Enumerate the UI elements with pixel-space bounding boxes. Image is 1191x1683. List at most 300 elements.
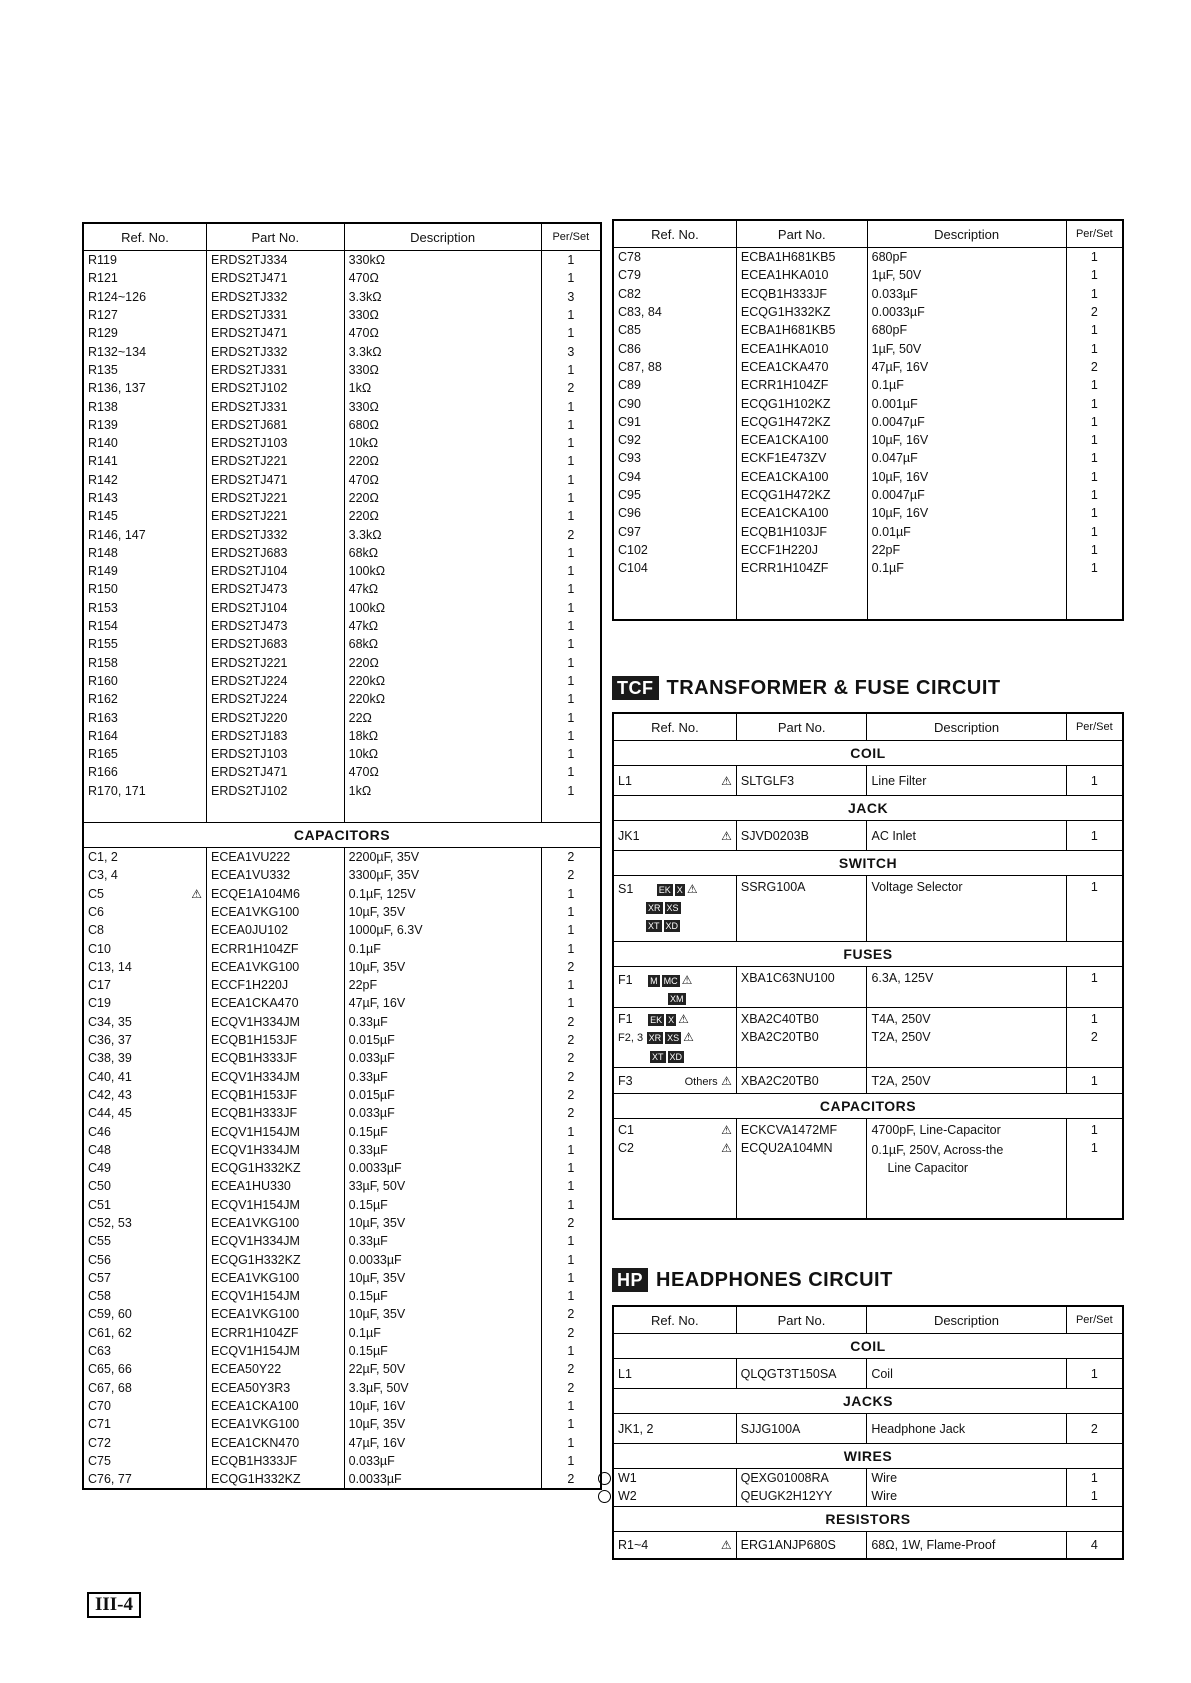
part: ECRR1H104ZF xyxy=(736,559,867,577)
table-row xyxy=(83,690,601,708)
ref: C94 xyxy=(613,468,736,486)
per: 2 xyxy=(1066,1414,1123,1444)
per: 1 xyxy=(541,1122,601,1140)
table-row xyxy=(83,1433,601,1451)
table-row xyxy=(83,847,601,866)
ref: C71 xyxy=(88,1417,111,1432)
ref: R145 xyxy=(83,507,206,525)
right-capacitor-table xyxy=(612,219,1124,621)
ref: F3 xyxy=(618,1073,633,1088)
table-row xyxy=(83,580,601,598)
hp-section-title xyxy=(612,1268,893,1292)
table-row xyxy=(83,672,601,690)
ref: R141 xyxy=(83,452,206,470)
desc: T2A, 250V xyxy=(867,1068,1066,1094)
part: ERDS2TJ683 xyxy=(206,635,344,653)
table-row xyxy=(83,763,601,781)
badge: MC xyxy=(663,976,678,986)
part: ECQG1H102KZ xyxy=(736,394,867,412)
desc: 0.047µF xyxy=(867,449,1066,467)
per: 1 xyxy=(541,452,601,470)
desc: 68Ω, 1W, Flame-Proof xyxy=(867,1531,1066,1559)
table-row xyxy=(83,994,601,1012)
per: 1 xyxy=(541,397,601,415)
ref: C70 xyxy=(88,1398,111,1413)
table-row xyxy=(83,782,601,800)
table-row xyxy=(613,1359,1123,1389)
table-row xyxy=(83,708,601,726)
ref: R149 xyxy=(83,562,206,580)
ref: L1 xyxy=(618,773,632,788)
desc: 6.3A, 125V xyxy=(867,967,1066,1008)
ref: S1 xyxy=(618,882,634,896)
per: 1 xyxy=(541,306,601,324)
desc: 470Ω xyxy=(344,269,541,287)
part: ECEA0JU102 xyxy=(206,921,344,939)
part: ECQV1H154JM xyxy=(206,1342,344,1360)
ref: C95 xyxy=(613,486,736,504)
desc: 22pF xyxy=(344,976,541,994)
per: 1 xyxy=(541,1433,601,1451)
per: 1 xyxy=(541,727,601,745)
desc: 10µF, 16V xyxy=(867,431,1066,449)
table-row xyxy=(613,303,1123,321)
part: ECCF1H220J xyxy=(736,541,867,559)
desc: 10µF, 35V xyxy=(344,1269,541,1287)
per: 1 xyxy=(1066,1119,1123,1142)
badge: XD xyxy=(669,1052,683,1062)
table-row xyxy=(83,1141,601,1159)
desc: 1kΩ xyxy=(344,782,541,800)
desc: 220Ω xyxy=(344,654,541,672)
ref: R162 xyxy=(83,690,206,708)
part: ECQG1H332KZ xyxy=(736,303,867,321)
per: 1 xyxy=(541,1159,601,1177)
ref: R155 xyxy=(83,635,206,653)
per: 1 xyxy=(541,416,601,434)
part: ECQG1H332KZ xyxy=(206,1159,344,1177)
part: QEXG01008RA xyxy=(736,1469,867,1488)
ref: C87, 88 xyxy=(613,358,736,376)
per: 1 xyxy=(1066,266,1123,284)
desc: 680pF xyxy=(867,321,1066,339)
ref: C48 xyxy=(88,1142,111,1157)
part: XBA2C40TB0 xyxy=(740,1012,819,1026)
per: 1 xyxy=(1066,522,1123,540)
resistors-section-header: RESISTORS xyxy=(613,1506,1123,1531)
per: 1 xyxy=(541,489,601,507)
ref: C104 xyxy=(613,559,736,577)
ref: C57 xyxy=(88,1270,111,1285)
ref: L1 xyxy=(613,1359,736,1389)
ref: C85 xyxy=(613,321,736,339)
table-row xyxy=(83,452,601,470)
per: 1 xyxy=(541,690,601,708)
desc: 3.3kΩ xyxy=(344,525,541,543)
capacitor-rows xyxy=(613,248,1123,621)
part: ECEA1VU222 xyxy=(206,847,344,866)
col-desc: Description xyxy=(344,223,541,251)
ref: C89 xyxy=(613,376,736,394)
part: ERDS2TJ683 xyxy=(206,544,344,562)
part: ECEA1CKA100 xyxy=(736,431,867,449)
table-row xyxy=(83,1031,601,1049)
col-per: Per/Set xyxy=(1066,1306,1123,1334)
per: 2 xyxy=(541,847,601,866)
part: ERG1ANJP680S xyxy=(736,1531,867,1559)
table-row xyxy=(83,288,601,306)
desc: 0.1µF xyxy=(867,376,1066,394)
part: ECQV1H154JM xyxy=(206,1196,344,1214)
table-row xyxy=(83,1177,601,1195)
table-row xyxy=(83,1379,601,1397)
ref: C36, 37 xyxy=(88,1033,132,1048)
ref: F2, 3 xyxy=(618,1032,644,1044)
table-row xyxy=(83,1159,601,1177)
ref: C61, 62 xyxy=(88,1325,132,1340)
col-per: Per/Set xyxy=(1066,713,1123,741)
badge: XM xyxy=(670,994,684,1004)
per: 1 xyxy=(1066,541,1123,559)
desc: Line Capacitor xyxy=(887,1161,969,1176)
desc: 0.15µF xyxy=(344,1342,541,1360)
table-row xyxy=(83,1342,601,1360)
ref: C93 xyxy=(613,449,736,467)
part: ECEA1VKG100 xyxy=(206,903,344,921)
per: 1 xyxy=(541,976,601,994)
desc: 330Ω xyxy=(344,397,541,415)
per: 1 xyxy=(1066,248,1123,267)
per: 2 xyxy=(541,1214,601,1232)
per: 1 xyxy=(1066,766,1123,796)
table-row xyxy=(83,1013,601,1031)
desc: 0.033µF xyxy=(344,1104,541,1122)
part: ECQB1H153JF xyxy=(206,1031,344,1049)
per: 2 xyxy=(541,1470,601,1489)
col-desc: Description xyxy=(867,220,1066,248)
table-row xyxy=(83,1324,601,1342)
per: 1 xyxy=(541,1342,601,1360)
ref: C92 xyxy=(613,431,736,449)
hp-table xyxy=(612,1305,1124,1560)
table-row xyxy=(83,397,601,415)
table-row xyxy=(83,1305,601,1323)
badge: XT xyxy=(652,1052,664,1062)
badge: XR xyxy=(648,1033,662,1043)
ref: R150 xyxy=(83,580,206,598)
part: ECRR1H104ZF xyxy=(736,376,867,394)
table-row xyxy=(83,885,601,903)
desc: 47kΩ xyxy=(344,617,541,635)
jacks-section-header: JACKS xyxy=(613,1389,1123,1414)
table-row xyxy=(83,1250,601,1268)
col-desc: Description xyxy=(867,1306,1066,1334)
coil-section-header: COIL xyxy=(613,741,1123,766)
part: ECEA1VU332 xyxy=(206,866,344,884)
ref: C8 xyxy=(88,923,104,938)
table-row xyxy=(613,967,1123,1008)
per: 1 xyxy=(541,939,601,957)
table-row xyxy=(83,866,601,884)
part: ECEA1CKA470 xyxy=(736,358,867,376)
ref: C49 xyxy=(88,1161,111,1176)
part: ECEA1HKA010 xyxy=(736,266,867,284)
table-row xyxy=(83,1214,601,1232)
part: ERDS2TJ471 xyxy=(206,324,344,342)
part: ECQV1H334JM xyxy=(206,1232,344,1250)
table-row xyxy=(83,1232,601,1250)
ref: C83, 84 xyxy=(613,303,736,321)
table-row xyxy=(613,376,1123,394)
table-row xyxy=(83,1287,601,1305)
part: ECQB1H333JF xyxy=(206,1049,344,1067)
table-row xyxy=(613,1487,1123,1506)
table-row xyxy=(83,727,601,745)
ref: C58 xyxy=(88,1289,111,1304)
table-row xyxy=(613,541,1123,559)
per: 1 xyxy=(1066,821,1123,851)
part: ECQU2A104MN xyxy=(736,1141,867,1219)
desc: T4A, 250V xyxy=(871,1012,931,1026)
ref: C13, 14 xyxy=(88,959,132,974)
table-row xyxy=(83,958,601,976)
table-row xyxy=(613,821,1123,851)
part: ERDS2TJ102 xyxy=(206,782,344,800)
table-row xyxy=(83,1470,601,1489)
circle-mark-icon xyxy=(598,1490,611,1503)
part: SJVD0203B xyxy=(736,821,867,851)
hp-title-text: HEADPHONES CIRCUIT xyxy=(656,1269,893,1291)
ref: C51 xyxy=(88,1197,111,1212)
ref: C82 xyxy=(613,285,736,303)
per: 1 xyxy=(541,562,601,580)
part: ECQB1H103JF xyxy=(736,522,867,540)
ref: R140 xyxy=(83,434,206,452)
per: 2 xyxy=(541,1379,601,1397)
table-row xyxy=(83,544,601,562)
part: ERDS2TJ221 xyxy=(206,507,344,525)
per: 3 xyxy=(541,288,601,306)
note: Others xyxy=(684,1075,718,1088)
part: QEUGK2H12YY xyxy=(736,1487,867,1506)
per: 1 xyxy=(541,708,601,726)
per: 1 xyxy=(541,994,601,1012)
per: 1 xyxy=(1066,559,1123,577)
per: 1 xyxy=(1066,431,1123,449)
table-row xyxy=(83,471,601,489)
spacer-row xyxy=(83,800,601,823)
part: ECQV1H334JM xyxy=(206,1013,344,1031)
col-ref: Ref. No. xyxy=(613,1306,736,1334)
ref: R139 xyxy=(83,416,206,434)
per: 1 xyxy=(541,782,601,800)
desc: Wire xyxy=(867,1469,1066,1488)
desc: Line Filter xyxy=(867,766,1066,796)
per: 2 xyxy=(541,525,601,543)
ref: C42, 43 xyxy=(88,1087,132,1102)
badge: EK xyxy=(658,885,671,895)
table-row xyxy=(83,1049,601,1067)
per: 1 xyxy=(1066,449,1123,467)
capacitors-section-header: CAPACITORS xyxy=(83,822,601,847)
part: ECQG1H472KZ xyxy=(736,413,867,431)
table-row xyxy=(83,1415,601,1433)
desc: 680pF xyxy=(867,248,1066,267)
fuses-section-header: FUSES xyxy=(613,942,1123,967)
part: ECEA1CKA100 xyxy=(206,1397,344,1415)
per: 1 xyxy=(1090,1012,1098,1026)
part: ECKF1E473ZV xyxy=(736,449,867,467)
per: 1 xyxy=(541,1269,601,1287)
per: 1 xyxy=(541,1196,601,1214)
table-row xyxy=(83,1122,601,1140)
ref: C17 xyxy=(88,978,111,993)
table-row xyxy=(613,321,1123,339)
table-row xyxy=(613,1531,1123,1559)
desc: 0.15µF xyxy=(344,1122,541,1140)
per: 2 xyxy=(1066,358,1123,376)
per: 1 xyxy=(541,251,601,270)
per: 1 xyxy=(541,654,601,672)
table-row xyxy=(83,1196,601,1214)
part: ECQG1H332KZ xyxy=(206,1470,344,1489)
per: 2 xyxy=(541,1104,601,1122)
badge: XT xyxy=(648,921,660,931)
desc: AC Inlet xyxy=(867,821,1066,851)
per: 1 xyxy=(541,763,601,781)
part: ECCF1H220J xyxy=(206,976,344,994)
table-row xyxy=(613,248,1123,267)
per: 1 xyxy=(541,361,601,379)
ref: C97 xyxy=(613,522,736,540)
table-row xyxy=(83,507,601,525)
per: 1 xyxy=(541,921,601,939)
ref: C6 xyxy=(88,904,104,919)
per: 1 xyxy=(541,1397,601,1415)
part: ECEA1CKA100 xyxy=(736,504,867,522)
ref: R129 xyxy=(83,324,206,342)
part: ECQV1H334JM xyxy=(206,1141,344,1159)
ref: F1 xyxy=(618,1012,633,1026)
table-header xyxy=(83,223,601,251)
col-part: Part No. xyxy=(736,713,867,741)
per: 1 xyxy=(541,269,601,287)
desc: 47µF, 16V xyxy=(867,358,1066,376)
table-row xyxy=(83,1269,601,1287)
table-row xyxy=(83,306,601,324)
desc: 0.0033µF xyxy=(344,1250,541,1268)
col-per: Per/Set xyxy=(541,223,601,251)
part: ECEA1VKG100 xyxy=(206,1214,344,1232)
tcf-tag: TCF xyxy=(612,676,659,700)
table-row xyxy=(83,617,601,635)
table-row xyxy=(613,522,1123,540)
table-row xyxy=(83,342,601,360)
desc: 3.3µF, 50V xyxy=(344,1379,541,1397)
table-row xyxy=(83,361,601,379)
part: ERDS2TJ332 xyxy=(206,288,344,306)
ref: C75 xyxy=(88,1453,111,1468)
desc: 0.1µF xyxy=(344,1324,541,1342)
desc: 68kΩ xyxy=(344,635,541,653)
desc: 47µF, 16V xyxy=(344,1433,541,1451)
ref: JK1 xyxy=(618,828,640,843)
ref: C52, 53 xyxy=(88,1215,132,1230)
ref: R119 xyxy=(83,251,206,270)
table-row xyxy=(613,431,1123,449)
ref: W1 xyxy=(618,1471,637,1486)
ref: R121 xyxy=(83,269,206,287)
per: 1 xyxy=(1066,1068,1123,1094)
part: ECQV1H334JM xyxy=(206,1067,344,1085)
warning-icon: ⚠ xyxy=(681,973,693,987)
jack-section-header: JACK xyxy=(613,796,1123,821)
ref: R154 xyxy=(83,617,206,635)
desc: 10µF, 35V xyxy=(344,1305,541,1323)
part: ECQB1H333JF xyxy=(206,1452,344,1470)
per: 1 xyxy=(541,885,601,903)
ref: R166 xyxy=(83,763,206,781)
table-row xyxy=(613,468,1123,486)
ref: R138 xyxy=(83,397,206,415)
col-part: Part No. xyxy=(736,220,867,248)
switch-section-header: SWITCH xyxy=(613,851,1123,876)
per: 1 xyxy=(541,1250,601,1268)
table-row xyxy=(613,486,1123,504)
per: 2 xyxy=(541,1049,601,1067)
ref: R132~134 xyxy=(83,342,206,360)
desc: 0.33µF xyxy=(344,1232,541,1250)
part: ERDS2TJ471 xyxy=(206,763,344,781)
col-part: Part No. xyxy=(736,1306,867,1334)
part: ERDS2TJ103 xyxy=(206,434,344,452)
ref: W2 xyxy=(618,1489,637,1504)
table-row xyxy=(83,1086,601,1104)
desc: 0.1µF xyxy=(344,939,541,957)
per: 1 xyxy=(541,507,601,525)
per: 1 xyxy=(541,672,601,690)
desc: 0.033µF xyxy=(867,285,1066,303)
table-row xyxy=(613,1068,1123,1094)
ref: C1, 2 xyxy=(88,850,118,865)
per: 2 xyxy=(541,1013,601,1031)
part: ECEA1VKG100 xyxy=(206,958,344,976)
per: 2 xyxy=(541,1324,601,1342)
ref: R163 xyxy=(83,708,206,726)
per: 1 xyxy=(1066,967,1123,1008)
left-parts-table xyxy=(82,222,602,1490)
table-row xyxy=(613,449,1123,467)
ref: C50 xyxy=(88,1179,111,1194)
tcf-table xyxy=(612,712,1124,1220)
part: ERDS2TJ334 xyxy=(206,251,344,270)
table-row xyxy=(613,285,1123,303)
part: ERDS2TJ471 xyxy=(206,471,344,489)
part: ERDS2TJ331 xyxy=(206,306,344,324)
ref: C1 xyxy=(618,1123,634,1137)
ref: C67, 68 xyxy=(88,1380,132,1395)
desc: 22pF xyxy=(867,541,1066,559)
per: 1 xyxy=(1066,376,1123,394)
per: 1 xyxy=(541,1141,601,1159)
table-row xyxy=(83,745,601,763)
desc: 0.33µF xyxy=(344,1067,541,1085)
ref: R136, 137 xyxy=(83,379,206,397)
col-ref: Ref. No. xyxy=(613,220,736,248)
per: 1 xyxy=(541,471,601,489)
desc: 2200µF, 35V xyxy=(344,847,541,866)
desc: 220Ω xyxy=(344,507,541,525)
